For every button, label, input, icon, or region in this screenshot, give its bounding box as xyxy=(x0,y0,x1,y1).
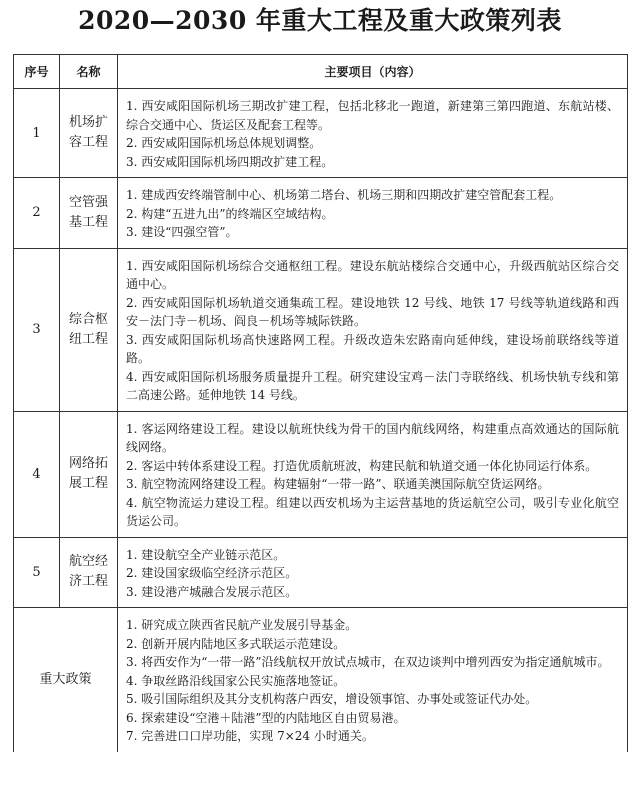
row-num: 5 xyxy=(14,537,60,608)
header-name: 名称 xyxy=(60,55,118,89)
list-item: 4. 西安咸阳国际机场服务质量提升工程。研究建设宝鸡－法门寺联络线、机场快轨专线和第二高速公路。延伸地铁 14 号线。 xyxy=(126,369,619,402)
row-num: 4 xyxy=(14,411,60,537)
row-name: 空管强基工程 xyxy=(60,178,118,249)
row-content xyxy=(118,608,628,752)
page-title: 2020—2030 年重大工程及重大政策列表 xyxy=(78,6,562,35)
list-item: 1. 西安咸阳国际机场综合交通枢纽工程。建设东航站楼综合交通中心，升级西航站区综合交通中心。 xyxy=(126,258,619,291)
list-item: 1. 客运网络建设工程。建设以航班快线为骨干的国内航线网络，构建重点高效通达的国际航线网络。 xyxy=(126,421,619,454)
row-name: 综合枢纽工程 xyxy=(60,248,118,411)
list-item: 1. 西安咸阳国际机场三期改扩建工程，包括北移北一跑道，新建第三第四跑道、东航站楼、综合交通中心、货运区及配套工程等。 xyxy=(126,99,619,132)
list-item: 3. 航空物流网络建设工程。构建辐射“一带一路”、联通美澳国际航空货运网络。 xyxy=(126,477,550,491)
list-item: 2. 西安咸阳国际机场轨道交通集疏工程。建设地铁 12 号线、地铁 17 号线等轨道线路和西安－法门寺－机场、阎良－机场等城际铁路。 xyxy=(126,295,619,328)
table-header-row xyxy=(14,55,628,89)
list-item: 7. 完善进口口岸功能，实现 7×24 小时通关。 xyxy=(126,729,374,743)
header-num: 序号 xyxy=(14,55,60,89)
list-item: 2. 建设国家级临空经济示范区。 xyxy=(126,566,298,580)
list-item: 2. 客运中转体系建设工程。打造优质航班波，构建民航和轨道交通一体化协同运行体系。 xyxy=(126,458,598,473)
list-item: 4. 航空物流运力建设工程。组建以西安机场为主运营基地的货运航空公司，吸引专业化航空货运公司。 xyxy=(126,495,619,528)
list-item: 2. 创新开展内陆地区多式联运示范建设。 xyxy=(126,636,346,651)
row-num: 1 xyxy=(14,89,60,178)
projects-table xyxy=(13,54,628,752)
list-item: 6. 探索建设“空港＋陆港”型的内陆地区自由贸易港。 xyxy=(126,710,406,725)
row-content xyxy=(118,89,628,178)
table-row xyxy=(14,248,628,411)
table-row xyxy=(14,411,628,537)
row-content xyxy=(118,411,628,537)
header-content: 主要项目（内容） xyxy=(118,55,628,89)
row-num: 2 xyxy=(14,178,60,249)
row-content xyxy=(118,178,628,249)
list-item: 3. 建设“四强空管”。 xyxy=(126,225,238,239)
list-item: 1. 研究成立陕西省民航产业发展引导基金。 xyxy=(126,618,358,632)
table-row xyxy=(14,178,628,249)
list-item: 2. 西安咸阳国际机场总体规划调整。 xyxy=(126,136,322,150)
list-item: 3. 建设港产城融合发展示范区。 xyxy=(126,584,298,599)
table-row xyxy=(14,608,628,752)
row-num: 3 xyxy=(14,248,60,411)
row-content xyxy=(118,248,628,411)
row-name: 航空经济工程 xyxy=(60,537,118,608)
list-item: 4. 争取丝路沿线国家公民实施落地签证。 xyxy=(126,673,346,688)
row-name: 网络拓展工程 xyxy=(60,411,118,537)
list-item: 5. 吸引国际组织及其分支机构落户西安，增设领事馆、办事处或签证代办处。 xyxy=(126,692,538,706)
table-row xyxy=(14,537,628,608)
table-row xyxy=(14,89,628,178)
row-name: 重大政策 xyxy=(14,608,118,752)
list-item: 3. 西安咸阳国际机场四期改扩建工程。 xyxy=(126,154,334,169)
list-item: 1. 建设航空全产业链示范区。 xyxy=(126,547,286,562)
list-item: 1. 建成西安终端管制中心、机场第二塔台、机场三期和四期改扩建空管配套工程。 xyxy=(126,188,562,202)
row-content xyxy=(118,537,628,608)
list-item: 3. 将西安作为“一带一路”沿线航权开放试点城市，在双边谈判中增列西安为指定通航城市。 xyxy=(126,655,610,669)
row-name: 机场扩容工程 xyxy=(60,89,118,178)
list-item: 2. 构建“五进九出”的终端区空域结构。 xyxy=(126,206,334,221)
list-item: 3. 西安咸阳国际机场高快速路网工程。升级改造朱宏路南向延伸线，建设场前联络线等道路。 xyxy=(126,332,619,365)
